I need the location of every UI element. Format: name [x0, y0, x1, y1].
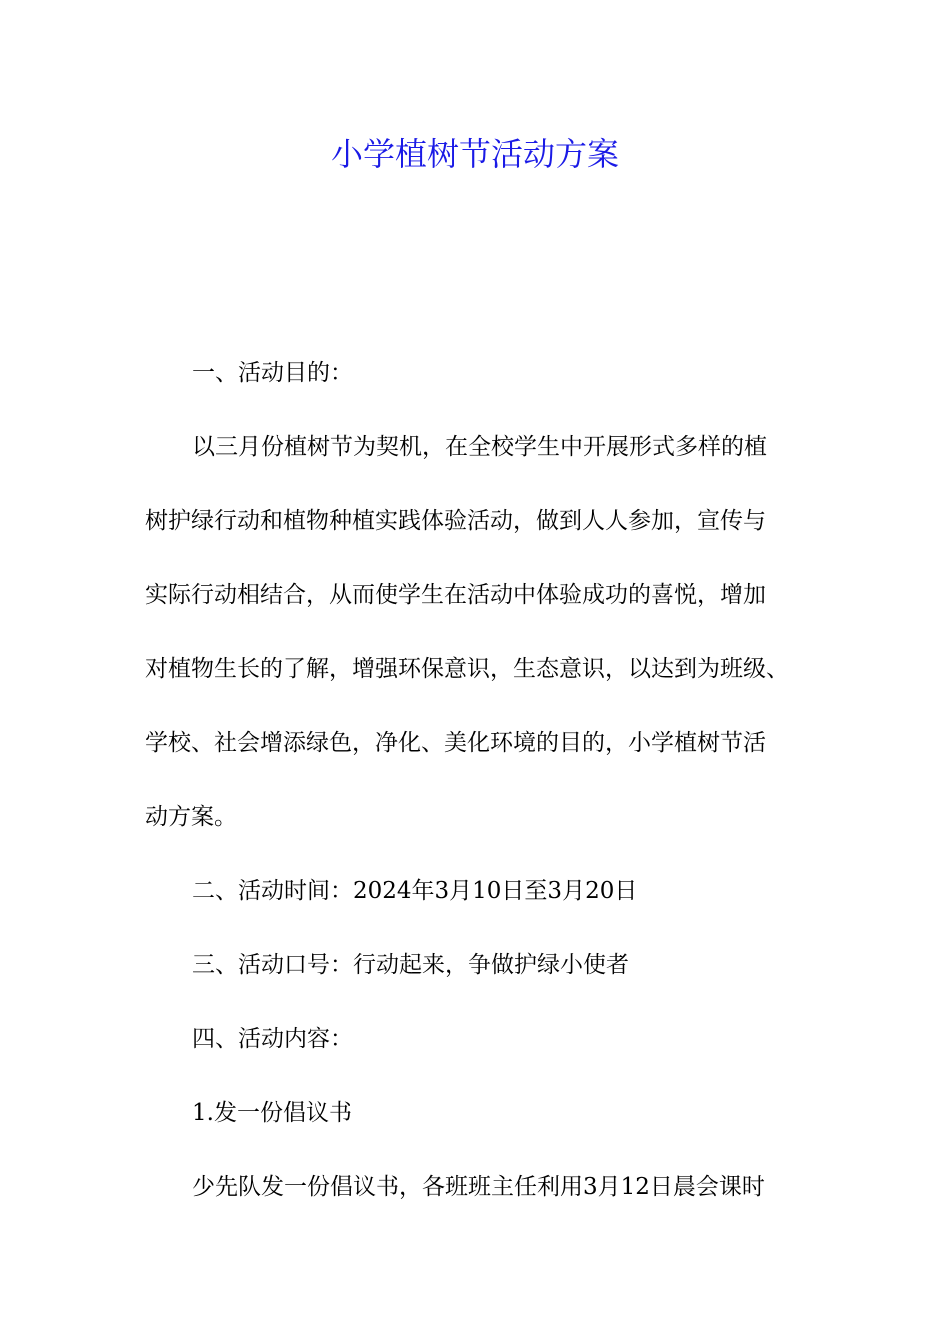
paragraph-line: 树护绿行动和植物种植实践体验活动，做到人人参加，宣传与: [145, 508, 766, 534]
document-body: [145, 336, 825, 1224]
section-heading-time: 二、活动时间：2024年3月10日至3月20日: [192, 878, 638, 904]
list-item-heading: 1.发一份倡议书: [192, 1100, 352, 1126]
paragraph-line: 学校、社会增添绿色，净化、美化环境的目的，小学植树节活: [145, 730, 766, 756]
section-heading-content: 四、活动内容：: [192, 1026, 353, 1052]
paragraph-line: 少先队发一份倡议书，各班班主任利用3月12日晨会课时: [192, 1174, 765, 1200]
paragraph-line: 以三月份植树节为契机，在全校学生中开展形式多样的植: [192, 434, 767, 460]
section-heading-slogan: 三、活动口号：行动起来，争做护绿小使者: [192, 952, 629, 978]
document-title: 小学植树节活动方案: [330, 135, 619, 173]
paragraph-line: 对植物生长的了解，增强环保意识，生态意识，以达到为班级、: [145, 656, 789, 682]
paragraph-line: 实际行动相结合，从而使学生在活动中体验成功的喜悦，增加: [145, 582, 766, 608]
paragraph-line: 动方案。: [145, 804, 237, 830]
section-heading-purpose: 一、活动目的：: [192, 360, 353, 386]
